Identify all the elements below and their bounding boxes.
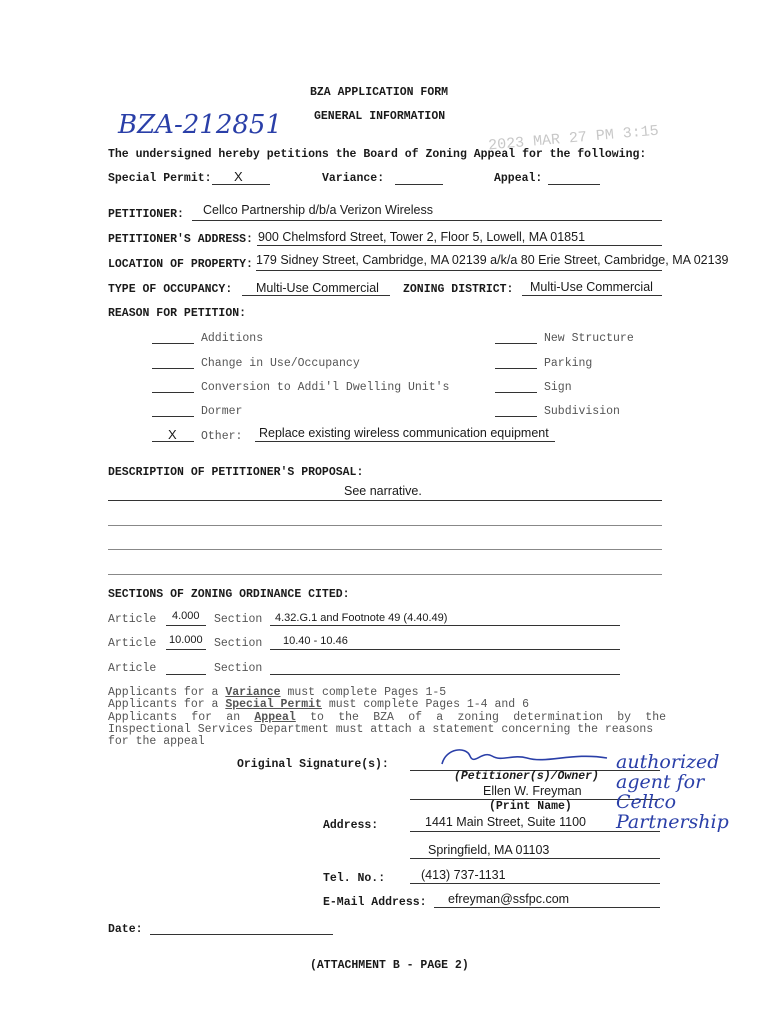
- email-line: [434, 907, 660, 908]
- reason-label-conversion: Conversion to Addi'l Dwelling Unit's: [201, 381, 450, 394]
- reason-label: REASON FOR PETITION:: [108, 307, 247, 320]
- section-field-1[interactable]: 4.32.G.1 and Footnote 49 (4.40.49): [275, 612, 448, 624]
- date-label: Date:: [108, 923, 143, 936]
- reason-label-sign: Sign: [544, 381, 572, 394]
- article-field-2[interactable]: 10.000: [169, 634, 203, 646]
- appeal-label: Appeal:: [494, 172, 543, 185]
- reason-other-field[interactable]: Replace existing wireless communication equipment: [259, 426, 549, 440]
- article-field-3[interactable]: [166, 674, 206, 675]
- section-field-2[interactable]: 10.40 - 10.46: [283, 635, 348, 647]
- occupancy-line: [242, 295, 390, 296]
- signature-address-field-1[interactable]: 1441 Main Street, Suite 1100: [425, 815, 586, 829]
- sections-label: SECTIONS OF ZONING ORDINANCE CITED:: [108, 588, 350, 601]
- petitioner-address-line: [257, 245, 662, 246]
- instruction-appeal-2: Inspectional Services Department must attach a statement concerning the reasons: [108, 723, 654, 736]
- zoning-district-line: [522, 295, 662, 296]
- tel-field[interactable]: (413) 737-1131: [421, 868, 506, 882]
- received-stamp: 2023 MAR 27 PM 3:15: [487, 122, 660, 155]
- reason-checkbox-dormer[interactable]: [152, 416, 194, 417]
- appeal-field[interactable]: [548, 184, 600, 185]
- case-number: BZA-212851: [118, 110, 282, 140]
- reason-checkbox-sign[interactable]: [495, 392, 537, 393]
- article-line-2: [166, 649, 206, 650]
- tel-label: Tel. No.:: [323, 872, 386, 885]
- reason-label-additions: Additions: [201, 332, 264, 345]
- article-label-2: Article: [108, 637, 157, 650]
- section-field-3[interactable]: [270, 674, 620, 675]
- form-subtitle: GENERAL INFORMATION: [314, 110, 446, 123]
- instruction-appeal-3: for the appeal: [108, 735, 205, 748]
- special-permit-field[interactable]: X: [234, 169, 243, 184]
- variance-label: Variance:: [322, 172, 385, 185]
- date-field[interactable]: [150, 934, 333, 935]
- page-footer: (ATTACHMENT B - PAGE 2): [310, 959, 469, 972]
- print-name-field[interactable]: Ellen W. Freyman: [483, 784, 582, 798]
- instruction-variance: Applicants for a Variance must complete Pages 1-5: [108, 686, 447, 699]
- section-label-2: Section: [214, 637, 263, 650]
- variance-field[interactable]: [395, 184, 443, 185]
- special-permit-label: Special Permit:: [108, 172, 212, 185]
- petitioner-address-field[interactable]: 900 Chelmsford Street, Tower 2, Floor 5, Lowell, MA 01851: [258, 230, 586, 244]
- reason-checkbox-conversion[interactable]: [152, 392, 194, 393]
- article-label-3: Article: [108, 662, 157, 675]
- reason-label-change-use: Change in Use/Occupancy: [201, 357, 360, 370]
- instruction-appeal: Applicants for an Appeal to the BZA of a zoning determination by the: [108, 711, 666, 724]
- authorized-agent-note: authorized agent for Cellco Partnership: [616, 751, 729, 833]
- occupancy-field[interactable]: Multi-Use Commercial: [256, 281, 379, 295]
- section-label-3: Section: [214, 662, 263, 675]
- print-name-label: (Print Name): [489, 800, 572, 813]
- signature-label: Original Signature(s):: [237, 758, 389, 771]
- reason-label-other: Other:: [201, 430, 243, 443]
- special-permit-line: [212, 184, 270, 185]
- occupancy-label: TYPE OF OCCUPANCY:: [108, 283, 233, 296]
- reason-checkbox-additions[interactable]: [152, 343, 194, 344]
- section-line-1: [270, 625, 620, 626]
- reason-other-value-line: [255, 441, 555, 442]
- zoning-district-field[interactable]: Multi-Use Commercial: [530, 280, 653, 294]
- reason-label-parking: Parking: [544, 357, 593, 370]
- reason-checkbox-parking[interactable]: [495, 368, 537, 369]
- reason-checkbox-new-structure[interactable]: [495, 343, 537, 344]
- email-label: E-Mail Address:: [323, 896, 427, 909]
- email-field[interactable]: efreyman@ssfpc.com: [448, 892, 570, 906]
- petitioner-field[interactable]: Cellco Partnership d/b/a Verizon Wireless: [203, 203, 433, 217]
- description-line-3: [108, 549, 662, 550]
- signature-address-line-2: [410, 858, 660, 859]
- description-line-4: [108, 574, 662, 575]
- signature-role: (Petitioner(s)/Owner): [454, 770, 599, 783]
- petitioner-address-label: PETITIONER'S ADDRESS:: [108, 233, 253, 246]
- signature-address-label: Address:: [323, 819, 379, 832]
- article-label-1: Article: [108, 613, 157, 626]
- reason-label-dormer: Dormer: [201, 405, 243, 418]
- article-line-1: [166, 625, 206, 626]
- location-line: [256, 270, 662, 271]
- form-title: BZA APPLICATION FORM: [310, 86, 449, 99]
- reason-label-subdivision: Subdivision: [544, 405, 620, 418]
- tel-line: [410, 883, 660, 884]
- signature-address-line-1: [410, 831, 660, 832]
- reason-checkbox-change-use[interactable]: [152, 368, 194, 369]
- section-line-2: [270, 649, 620, 650]
- description-line-1: [108, 500, 662, 501]
- section-label-1: Section: [214, 613, 263, 626]
- zoning-district-label: ZONING DISTRICT:: [403, 283, 514, 296]
- description-label: DESCRIPTION OF PETITIONER'S PROPOSAL:: [108, 466, 364, 479]
- instruction-special-permit: Applicants for a Special Permit must complete Pages 1-4 and 6: [108, 698, 529, 711]
- description-field[interactable]: See narrative.: [344, 484, 422, 498]
- intro-text: The undersigned hereby petitions the Board of Zoning Appeal for the following:: [108, 148, 647, 161]
- reason-checkbox-subdivision[interactable]: [495, 416, 537, 417]
- petitioner-line: [192, 220, 662, 221]
- description-line-2: [108, 525, 662, 526]
- petitioner-label: PETITIONER:: [108, 208, 184, 221]
- reason-checkbox-other[interactable]: X: [168, 427, 177, 442]
- location-field[interactable]: 179 Sidney Street, Cambridge, MA 02139 a/k/a 80 Erie Street, Cambridge, MA 02139: [256, 253, 729, 267]
- location-label: LOCATION OF PROPERTY:: [108, 258, 253, 271]
- article-field-1[interactable]: 4.000: [172, 610, 200, 622]
- reason-label-new-structure: New Structure: [544, 332, 634, 345]
- signature-address-field-2[interactable]: Springfield, MA 01103: [428, 843, 550, 857]
